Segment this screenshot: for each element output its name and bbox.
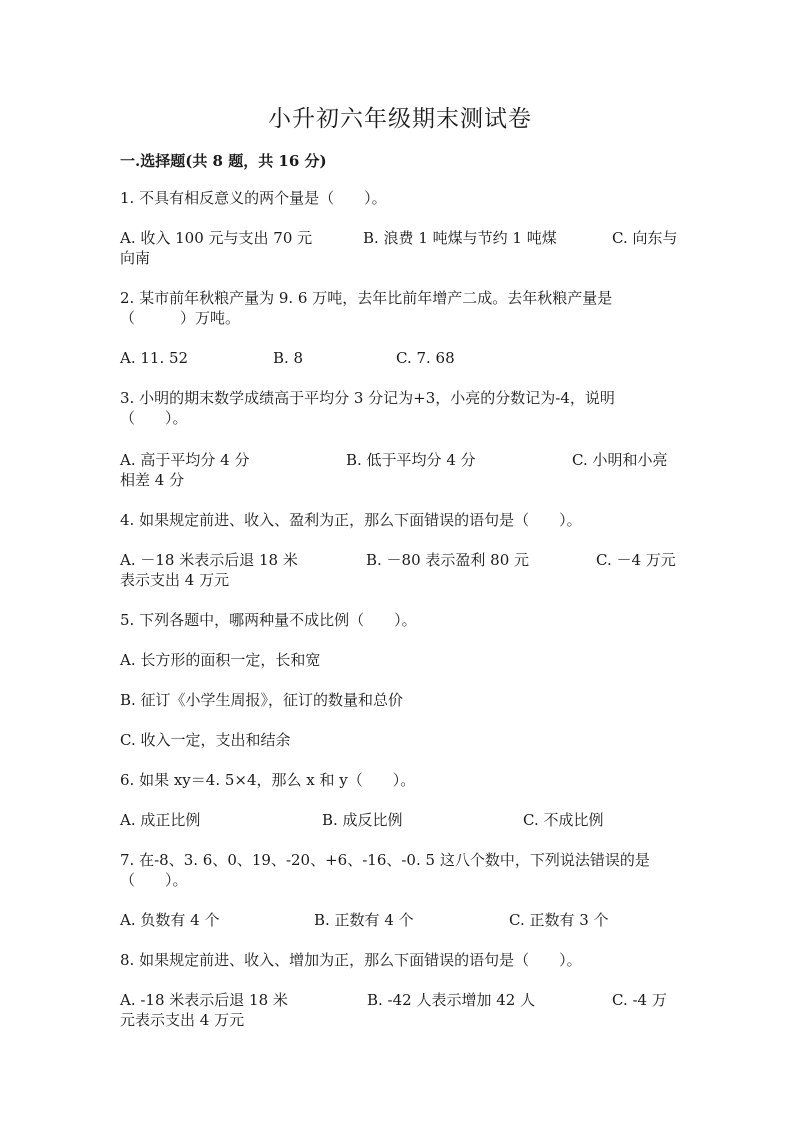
option-b: B. 低于平均分 4 分 (346, 451, 476, 469)
option-b: B. 8 (273, 349, 304, 367)
question-4 (120, 510, 680, 530)
option-a: A. －18 米表示后退 18 米 (120, 551, 298, 569)
question-1 (120, 188, 680, 208)
question-2 (120, 288, 680, 328)
option-c: C. -4 万 (612, 991, 667, 1009)
question-8-options (120, 990, 680, 1030)
option-wrap: 表示支出 4 万元 (120, 571, 230, 589)
option-a: A. 长方形的面积一定，长和宽 (120, 651, 321, 669)
option-a: A. 负数有 4 个 (120, 911, 220, 929)
option-wrap: 元表示支出 4 万元 (120, 1011, 245, 1029)
option-c: C. 小明和小亮 (572, 451, 668, 469)
option-a: A. -18 米表示后退 18 米 (120, 991, 288, 1009)
question-stem-cont: （ ）。 (120, 871, 188, 889)
option-c: C. 7. 68 (396, 349, 455, 367)
option-wrap: 向南 (120, 249, 151, 267)
option-a: A. 成正比例 (120, 811, 201, 829)
option-c: C. 收入一定，支出和结余 (120, 731, 291, 749)
question-stem: 8. 如果规定前进、收入、增加为正，那么下面错误的语句是（ ）。 (120, 951, 582, 969)
option-c: C. 向东与 (612, 229, 678, 247)
page-title: 小升初六年级期末测试卷 (268, 106, 532, 132)
option-a: A. 高于平均分 4 分 (120, 451, 250, 469)
question-6-options (120, 810, 680, 830)
option-b: B. -42 人表示增加 42 人 (367, 991, 536, 1009)
option-b: B. －80 表示盈利 80 元 (366, 551, 530, 569)
option-b: B. 浪费 1 吨煤与节约 1 吨煤 (363, 229, 557, 247)
option-b: B. 征订《小学生周报》，征订的数量和总价 (120, 691, 404, 709)
question-2-options (120, 348, 680, 368)
option-a: A. 收入 100 元与支出 70 元 (120, 229, 313, 247)
question-7-options (120, 910, 680, 930)
option-a: A. 11. 52 (120, 349, 189, 367)
question-5-option-b (120, 690, 680, 710)
question-stem-cont: （ ）万吨。 (120, 309, 241, 327)
question-3-options (120, 450, 680, 490)
option-c: C. 正数有 3 个 (509, 911, 609, 929)
question-8 (120, 950, 680, 970)
option-wrap: 相差 4 分 (120, 471, 185, 489)
question-stem: 7. 在-8、3. 6、0、19、-20、+6、-16、-0. 5 这八个数中，下列说法错误的是 (120, 851, 650, 869)
question-4-options (120, 550, 680, 590)
question-stem: 5. 下列各题中，哪两种量不成比例（ ）。 (120, 611, 417, 629)
option-b: B. 成反比例 (322, 811, 403, 829)
question-stem: 2. 某市前年秋粮产量为 9. 6 万吨，去年比前年增产二成。去年秋粮产量是 (120, 289, 613, 307)
question-5-option-c (120, 730, 680, 750)
question-5 (120, 610, 680, 630)
question-1-options (120, 228, 680, 268)
question-stem: 4. 如果规定前进、收入、盈利为正，那么下面错误的语句是（ ）。 (120, 511, 582, 529)
question-5-option-a (120, 650, 680, 670)
option-c: C. －4 万元 (596, 551, 676, 569)
question-3 (120, 388, 680, 428)
question-stem: 1. 不具有相反意义的两个量是（ ）。 (120, 189, 387, 207)
question-stem-cont: （ ）。 (120, 409, 188, 427)
question-stem: 6. 如果 xy＝4. 5×4，那么 x 和 y（ ）。 (120, 771, 416, 789)
question-6 (120, 770, 680, 790)
option-b: B. 正数有 4 个 (314, 911, 414, 929)
question-stem: 3. 小明的期末数学成绩高于平均分 3 分记为+3，小亮的分数记为-4，说明 (120, 389, 615, 407)
question-7 (120, 850, 680, 890)
section-heading: 一.选择题(共 8 题，共 16 分) (120, 152, 327, 170)
option-c: C. 不成比例 (523, 811, 604, 829)
